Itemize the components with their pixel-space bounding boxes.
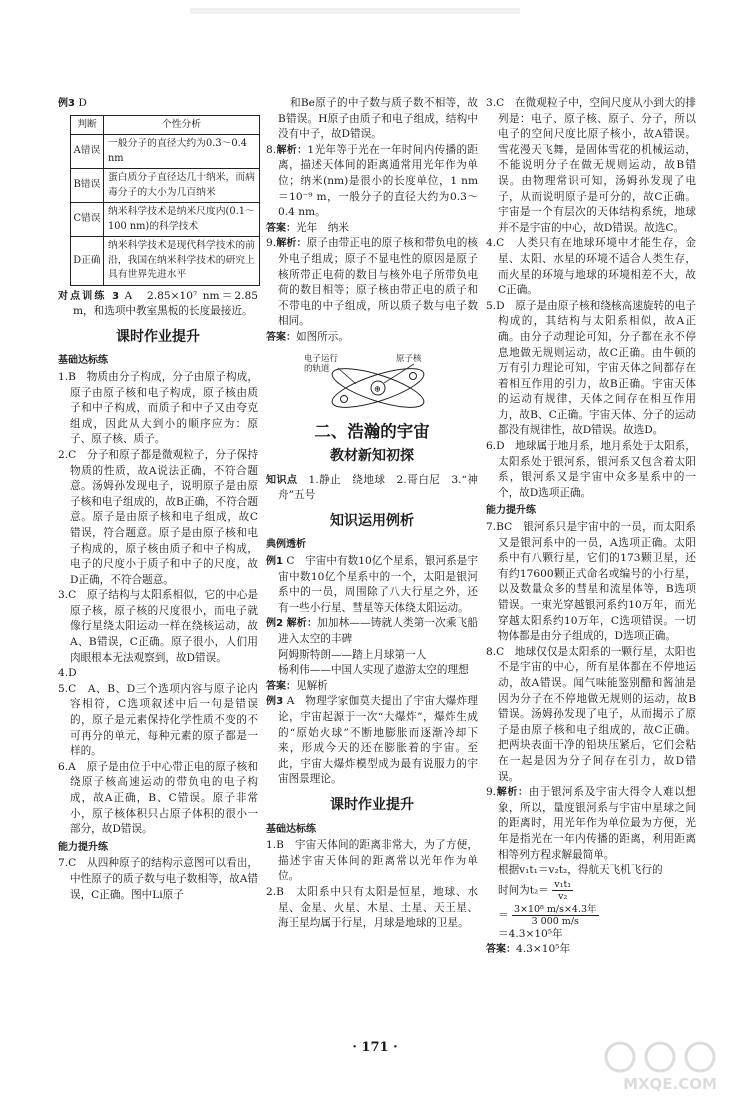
table-cell-judge: A错误 [71,135,104,169]
answer-item: 1.B 宇宙天体间的距离非常大，为了方便，描述宇宙天体间的距离常以光年作为单位。 [266,839,478,883]
continued-text: 和Be原子的中子数与质子数不相等，故B错误。H原子由质子和电子组成，结构中没有中子，故D错误。 [278,97,478,141]
table-cell-judge: C错误 [71,203,104,237]
subsection-title: 能力提升练 [58,841,108,853]
item-number: 8. [266,143,277,156]
fraction-numerator: 3×10⁸ m/s×4.3年 [513,903,597,915]
answer-item: 5.D 原子是由原子核和绕核高速旋转的电子构成的，其结构与太阳系相似，故A正确。由分子动理论可知，分子都在永不停息地做无规则运动，故C正确。由牛顿的万有引力理论可知，宇宙天体之间都存在着相互作用的引力，故B正确。宇宙天体的运动有规律，天体之间存在相互作用力，故B、C正确。宇宙天体、分子的运动都没有规律性，故D错误。故选D。 [486,299,696,437]
answer-item: 3.C 原子结构与太阳系相似，它的中心是原子核，原子核的尺度很小，而电子就像行星绕太阳运动一样在绕核运动，故A、B错误，C正确。原子很小，人们用肉眼根本无法观察到，故D错误。 [58,589,258,664]
subsection-title: 典例透析 [266,539,306,551]
answer-item: 4.C 人类只有在地球环境中才能生存，金星、太阳、水星的环境不适合人类生存，而火星的环境与地球的环境相差不大，故C正确。 [486,237,696,297]
training-text: A 2.85×10⁷ nm＝2.85 m，和选项中教室黑板的长度最接近。 [73,289,258,318]
formula-prefix: 时间为t₂＝ [498,884,549,897]
column-middle [266,96,478,932]
watermark-logo [600,1035,740,1093]
column-right [486,96,696,958]
answer-item: 4.D [58,667,77,680]
section-title: 教材新知初探 [330,448,414,465]
page-number: · 171 · [352,1040,398,1055]
answer-item: 8.C 地球仅仅是太阳系的一颗行星，太阳也不是宇宙的中心，所有星体都在不停地运动，故A错误。闻气味能鉴别醋和酱油是因为分子在不停地做无规则的运动，故B错误。汤姆孙发现了电子，从而揭示了原子是由原子核和电子组成的，故C正确。把两块表面干净的铅块压紧后，它们会粘在一起是因为分子间存在引力，故D错误。 [486,645,696,783]
table-row [71,237,260,286]
answer-item: 2.C 分子和原子都是微观粒子，分子保持物质的性质，故A说法正确，不符合题意。汤姆孙发现电子，说明原子是由原子核和电子组成的，故B正确，不符合题意。原子是由原子核和电子组成，故C错误，符合题意。原子是由原子核和电子构成的，原子核由质子和中子构成，电子的尺度小于质子和中子的尺度，故D正确，不符合题意。 [58,448,258,586]
analysis-text: 由于银河系及宇宙大得令人难以想象，所以，量度银河系与宇宙中星球之间的距离时，用光年作为单位最为方便，光年是指光在一年内传播的距离，利用距离相等列方程求解最简单。 [498,786,697,861]
analysis-label: 解析： [496,787,529,799]
answer-text: 光年 纳米 [296,221,349,234]
example-line: 杨利伟——中国人实现了遨游太空的理想 [278,664,469,677]
fraction [552,879,573,902]
subsection-title: 基础达标练 [266,823,316,835]
example-label: 例2 [266,618,284,630]
example-label: 例3 [266,696,284,708]
example-line: 加加林——铸就人类第一次乘飞船进入太空的丰碑 [278,617,479,646]
section-title: 知识运用例析 [330,512,414,529]
table-row [71,135,260,169]
fraction [512,904,599,927]
table-cell-text: 一般分子的直径大约为0.3～0.4 nm [104,135,260,169]
atom-diagram-svg [266,352,478,414]
top-scan-mark [190,6,520,18]
answer-text: 4.3×10⁵年 [516,943,571,956]
answer-item: 7.BC 银河系只是宇宙中的一员，而太阳系又是银河系中的一员，A选项正确。太阳系中有八颗行星，它们的173颗卫星，还有约17600颗正式命名或编号的小行星，以及数量众多的彗星和流星体等，B选项错误。一束光穿越银河系约10万年，而光穿越太阳系约10万年，C选项错误。一切物体都是由分子组成的，D选项正确。 [486,521,696,643]
formula-result: ＝4.3×10⁵年 [498,927,563,940]
analysis-text: 1光年等于光在一年时间内传播的距离，描述天体间的距离通常用光年作为单位；纳米(nm)是很小的长度单位，1 nm＝10⁻⁹ m，一般分子的直径大约为0.3～0.4 nm。 [278,143,478,219]
equals-sign: ＝ [498,909,509,922]
column-left [58,96,258,903]
electron-icon [410,372,417,379]
answer-item: 2.B 太阳系中只有太阳是恒星，地球、水星、金星、火星、木星、土星、天王星、海王星均属于行星，月球是地球的卫星。 [266,885,478,930]
section-title: 课时作业提升 [116,328,200,345]
answer-text: 如图所示。 [296,330,349,343]
knowledge-text: 1.静止 绕地球 2.哥白尼 3.“神舟”五号 [278,473,478,502]
table-cell-judge: D正确 [71,237,104,286]
analysis-label: 解析： [276,144,308,156]
answer-item: 5.C A、B、D三个选项内容与原子论内容相符，C选项叙述中后一句是错误的，原子是元素保持化学性质不变的不可再分的单元，每种元素的原子都是一样的。 [58,682,258,758]
table-cell-text: 纳米科学技术是现代科学技术的前沿，我国在纳米科学技术的研究上具有世界先进水平 [104,237,260,286]
answer-item: 6.D 地球属于地月系，地月系处于太阳系，太阳系处于银河系，银河系又包含着太阳系，银河系又是宇宙中众多星系中的一个，故D选项正确。 [486,440,696,499]
answer-label: 答案： [486,944,516,956]
answer-label: 答案： [266,222,296,234]
electron-icon [341,395,348,402]
example-text: C 宇宙中有数10亿个星系，银河系是宇宙中数10亿个星系中的一个，太阳是银河系中的一员，周围除了八大行星之外，还有一些小行星、彗星等天体绕太阳运动。 [278,555,478,614]
item-number: 9. [486,786,497,799]
analysis-text: 原子由带正电的原子核和带负电的核外电子组成；原子不显电性的原因是原子核所带正电荷的数目与核外电子所带负电荷的数目相等；原子核由带正电的质子和不带电的中子组成，所以质子数与电子数相同。 [278,237,479,328]
formula-block [486,904,696,927]
fraction-denominator: v₂ [558,890,568,902]
example-answer: D [78,97,87,109]
analysis-label: 解析： [286,618,318,630]
table-header: 个性分析 [104,115,260,135]
example-line: 阿姆斯特朗——踏上月球第一人 [278,648,427,661]
item-number: 9. [266,237,277,250]
table-row [71,203,260,237]
answer-label: 答案： [266,331,296,343]
chapter-title: 二、浩瀚的宇宙 [314,421,430,441]
example-label: 例3 [58,98,75,109]
knowledge-label: 知识点 [266,474,298,486]
answer-item: 7.C 从四种原子的结构示意图可以看出，中性原子的质子数与电子数相等，故A错误，C正确。图中Li原子 [58,857,258,901]
subsection-title: 基础达标练 [58,355,108,367]
answer-text: 见解析 [296,679,328,692]
section-title: 课时作业提升 [330,796,414,813]
table-cell-text: 蛋白质分子直径达几十纳米，而病毒分子的大小为几百纳米 [104,169,260,203]
answer-item: 1.B 物质由分子构成，分子由原子构成，原子由原子核和电子构成，原子核由质子和中子构成，而质子和中子又由夸克组成，因此从大到小的顺序应为：原子、原子核、质子。 [58,370,258,446]
fraction-denominator: 3 000 m/s [531,915,579,927]
training-label: 对点训练 3 [58,290,120,302]
answer-item: 3.C 在微观粒子中，空间尺度从小到大的排列是：电子、原子核、原子、分子，所以电子的空间尺度比原子核小，故A错误。雪花漫天飞舞，是固体雪花的机械运动，不能说明分子在做无规则运动，故B错误。由物理常识可知，汤姆孙发现了电子，从而说明原子是可分的，故C正确。宇宙是一个有层次的天体结构系统，地球并不是宇宙的中心，故D错误。故选C。 [486,97,696,234]
subsection-title: 能力提升练 [486,505,536,517]
answer-label: 答案： [266,680,296,692]
formula-line: 根据v₁t₁＝v₂t₂，得航天飞机飞行的 [498,864,663,877]
analysis-label: 解析： [276,238,307,250]
example-label: 例1 [266,556,283,568]
leader-line [384,364,414,383]
diagram-label-nucleus: 原子核 [396,353,422,364]
table-cell-text: 纳米科学技术是纳米尺度内(0.1～100 nm)的科学技术 [104,203,260,237]
formula-block [486,879,696,902]
table-row [71,169,260,203]
diagram-label-orbit: 电子运行的轨道 [304,353,339,374]
fraction-numerator: v₁t₁ [554,878,572,890]
table-cell-judge: B错误 [71,169,104,203]
analysis-table [70,115,260,286]
table-header: 判断 [71,115,104,135]
answer-item: 6.A 原子是由位于中心带正电的原子核和绕原子核高速运动的带负电的电子构成，故A正确，B、C错误。原子非常小，原子核体积只占原子体积的很小一部分，故D错误。 [58,760,258,836]
watermark-text: MXQE.COM [623,1075,717,1093]
atom-diagram [266,352,478,414]
example-text: A 物理学家伽莫夫提出了宇宙大爆炸理论，宇宙起源于一次“大爆炸”，爆炸生成的“原始火球”不断地膨胀而逐渐冷却下来，形成今天的还在膨胀着的宇宙。至此，宇宙大爆炸模型成为最有说服力的宇宙图景理论。 [278,695,478,786]
nucleus-sign: ⊕ [374,384,381,393]
